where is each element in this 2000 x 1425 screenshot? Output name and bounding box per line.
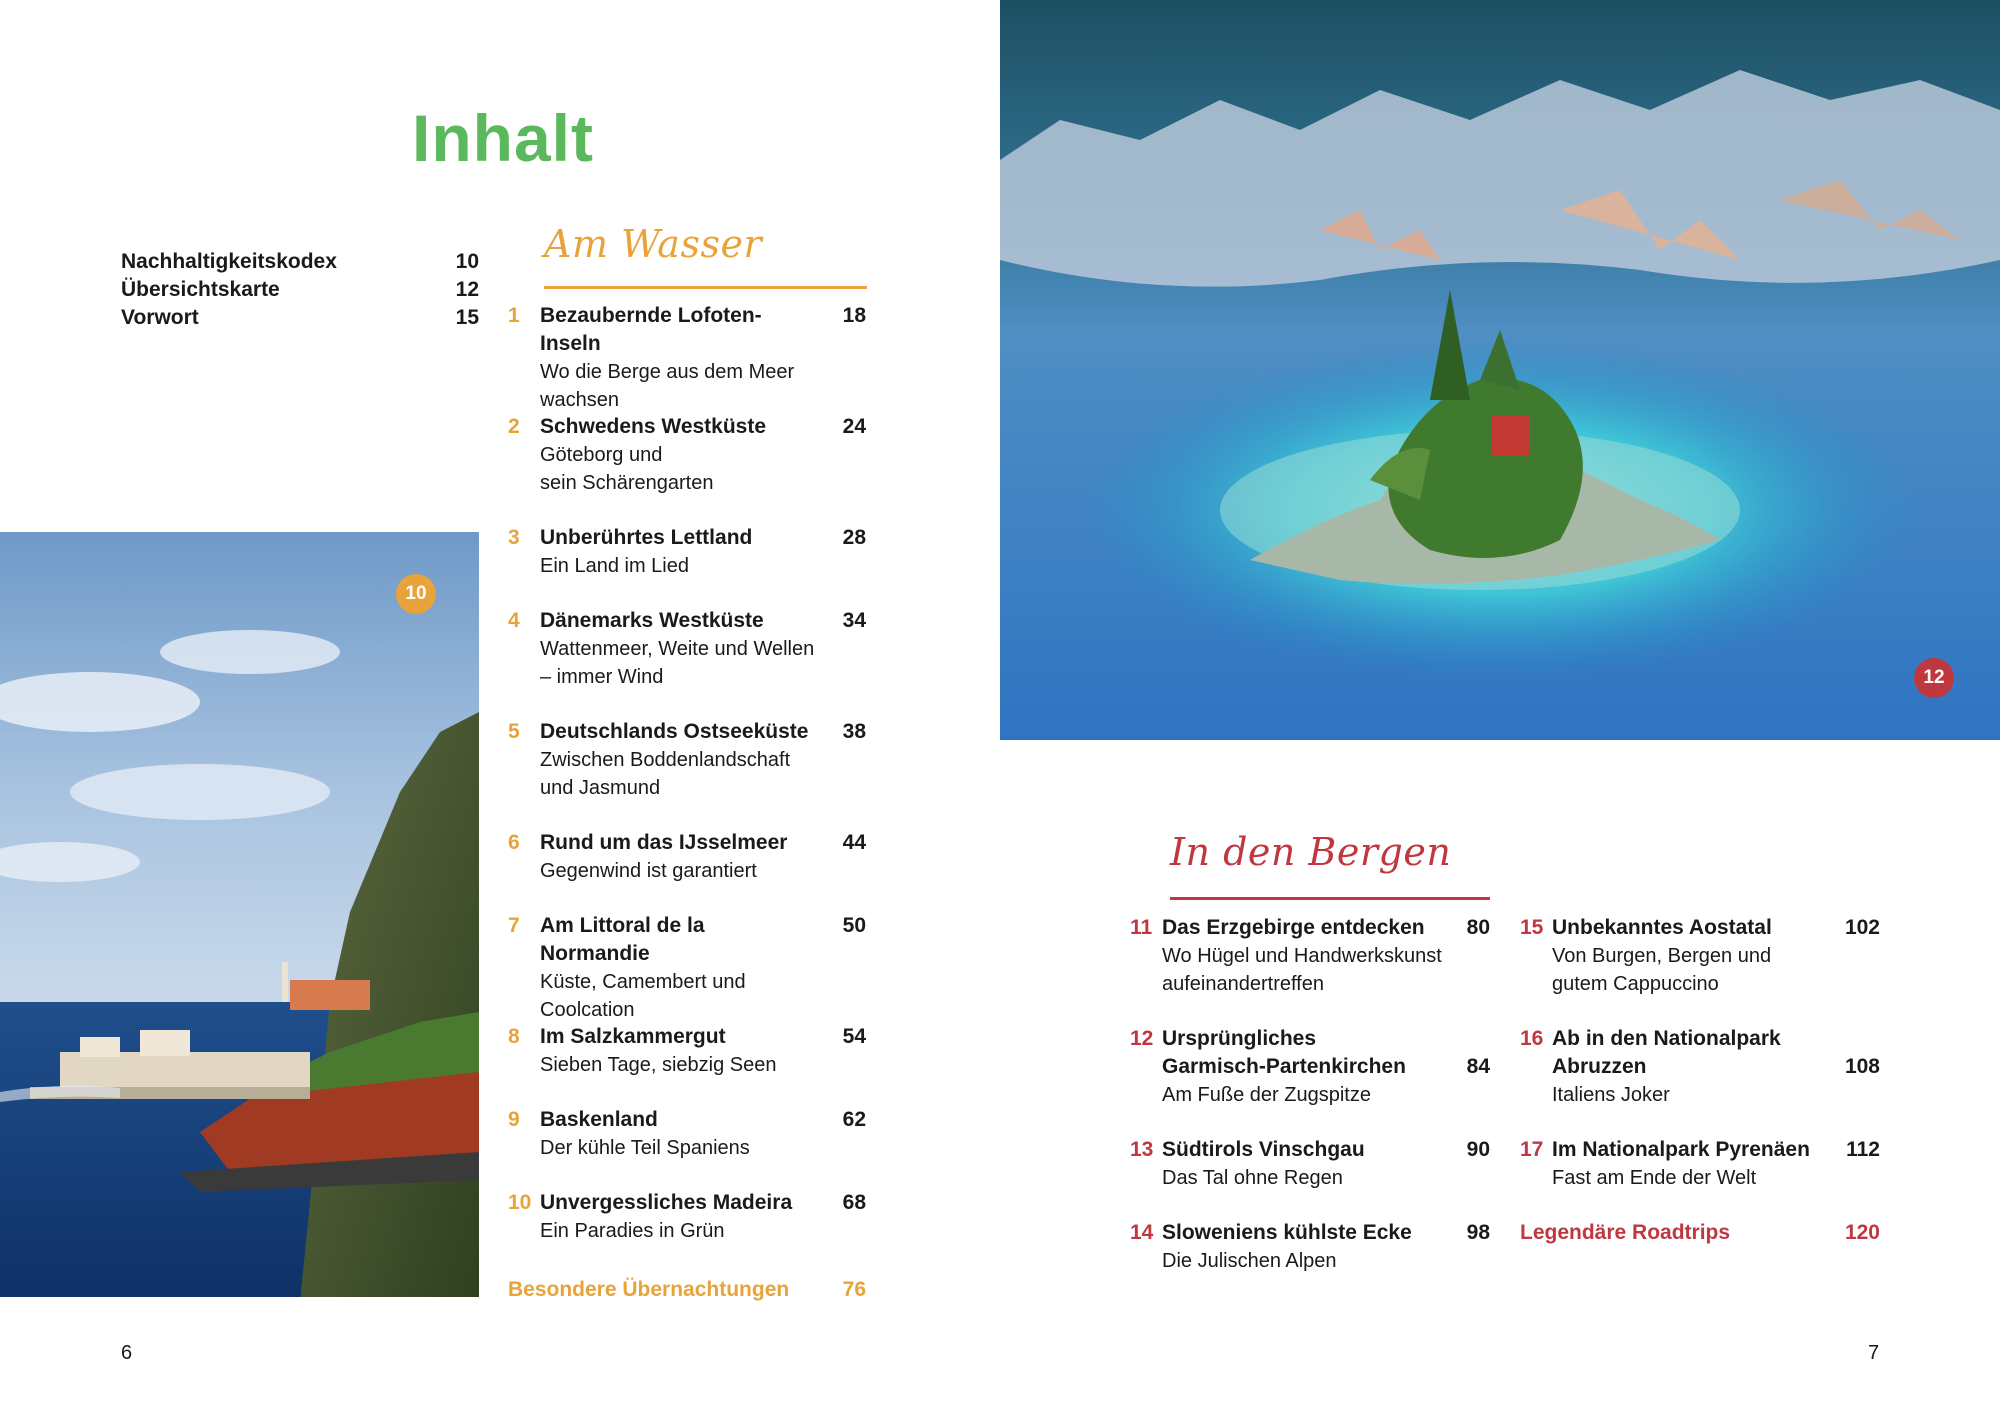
toc-entry[interactable] [1130, 1219, 1490, 1275]
entry-title: Unberührtes Lettland [540, 526, 753, 549]
toc-entry[interactable] [1130, 1025, 1490, 1109]
entry-title: Baskenland [540, 1108, 658, 1131]
entry-subtitle: Von Burgen, Bergen und [1552, 945, 1772, 967]
toc-entry[interactable] [508, 302, 866, 414]
front-matter-item[interactable] [121, 248, 479, 276]
section-heading-water: Am Wasser [544, 222, 763, 266]
front-matter-item[interactable] [121, 304, 479, 332]
toc-entry[interactable] [508, 1189, 866, 1245]
entry-subtitle: sein Schärengarten [540, 472, 714, 494]
entry-subtitle: aufeinandertreffen [1162, 973, 1324, 995]
entry-page: 44 [842, 831, 866, 854]
special-entry-page: 120 [1844, 1221, 1880, 1244]
entry-title: Südtirols Vinschgau [1162, 1138, 1365, 1161]
front-matter-item[interactable] [121, 276, 479, 304]
toc-entry[interactable] [508, 1023, 866, 1079]
entry-number: 8 [508, 1025, 520, 1048]
entry-subtitle: Ein Paradies in Grün [540, 1220, 725, 1242]
entry-subtitle: Coolcation [540, 999, 635, 1021]
entry-title: Schwedens Westküste [540, 415, 767, 438]
front-matter-label: Vorwort [121, 306, 199, 329]
toc-entry[interactable] [508, 607, 866, 691]
photo-number-badge: 10 [396, 574, 436, 614]
entry-subtitle: Sieben Tage, siebzig Seen [540, 1054, 777, 1076]
entry-page: 108 [1844, 1055, 1880, 1078]
toc-entry[interactable] [508, 912, 866, 1024]
entry-page: 54 [842, 1025, 866, 1048]
entry-number: 15 [1520, 916, 1544, 939]
entry-subtitle: – immer Wind [540, 666, 664, 688]
toc-entry[interactable] [1130, 1136, 1490, 1192]
front-matter-label: Nachhaltigkeitskodex [121, 250, 337, 273]
entry-title: Bezaubernde Lofoten-Inseln [540, 304, 762, 355]
entry-title: Im Salzkammergut [540, 1025, 726, 1048]
entry-number: 2 [508, 415, 520, 438]
right-page [1000, 0, 2000, 1425]
entry-number: 1 [508, 304, 520, 327]
entry-page: 34 [842, 609, 866, 632]
entry-title: Ab in den Nationalpark [1552, 1027, 1781, 1050]
entry-subtitle: Ein Land im Lied [540, 555, 689, 577]
entry-title: Im Nationalpark Pyrenäen [1552, 1138, 1810, 1161]
special-entry-label: Besondere Übernachtungen [508, 1278, 790, 1301]
entry-subtitle: Göteborg und [540, 444, 663, 466]
section-rule [1170, 897, 1490, 900]
entry-title: Dänemarks Westküste [540, 609, 764, 632]
entry-number: 5 [508, 720, 520, 743]
front-matter-page: 12 [455, 278, 479, 301]
entry-subtitle: Wo die Berge aus dem Meer [540, 361, 795, 383]
entry-number: 6 [508, 831, 520, 854]
photo-number-badge: 12 [1914, 658, 1954, 698]
entry-page: 62 [842, 1108, 866, 1131]
section-rule [544, 286, 867, 289]
front-matter-label: Übersichtskarte [121, 278, 280, 301]
special-entry-label: Legendäre Roadtrips [1520, 1221, 1731, 1244]
entry-number: 17 [1520, 1138, 1544, 1161]
entry-subtitle: Zwischen Boddenlandschaft [540, 749, 791, 771]
page-number-right: 7 [1868, 1342, 1880, 1364]
page-title: Inhalt [412, 101, 594, 175]
entry-number: 4 [508, 609, 520, 632]
entry-subtitle: Fast am Ende der Welt [1552, 1167, 1757, 1189]
entry-subtitle: wachsen [540, 389, 619, 411]
entry-title: Ursprüngliches [1162, 1027, 1317, 1050]
entry-page: 90 [1466, 1138, 1490, 1161]
toc-entry[interactable] [1520, 1136, 1880, 1192]
entry-number: 9 [508, 1108, 520, 1131]
special-entry-overnight[interactable] [508, 1276, 866, 1304]
entry-subtitle: Wo Hügel und Handwerkskunst [1162, 945, 1442, 967]
entry-subtitle: Das Tal ohne Regen [1162, 1167, 1343, 1189]
entry-subtitle: Der kühle Teil Spaniens [540, 1137, 750, 1159]
entry-title: Rund um das IJsselmeer [540, 831, 788, 854]
special-entry-page: 76 [842, 1278, 866, 1301]
toc-entry[interactable] [1520, 1025, 1880, 1109]
entry-page: 50 [842, 914, 866, 937]
toc-entry[interactable] [508, 829, 866, 885]
lake-island-photo [1000, 0, 2000, 740]
front-matter-list [121, 248, 479, 332]
entry-subtitle: und Jasmund [540, 777, 661, 799]
entry-page: 102 [1844, 916, 1880, 939]
section-heading-mountains: In den Bergen [1170, 830, 1452, 874]
entry-subtitle: Küste, Camembert und [540, 971, 746, 993]
entry-page: 112 [1846, 1138, 1880, 1161]
entry-number: 7 [508, 914, 520, 937]
entry-title-continued: Garmisch-Partenkirchen [1162, 1055, 1406, 1078]
toc-entry[interactable] [1130, 914, 1490, 998]
toc-entry[interactable] [508, 718, 866, 802]
special-entry-roadtrips[interactable] [1520, 1219, 1880, 1247]
entry-title: Am Littoral de la Normandie [540, 914, 705, 965]
entry-number: 10 [508, 1191, 532, 1214]
entry-title: Deutschlands Ostseeküste [540, 720, 809, 743]
entry-page: 18 [842, 304, 866, 327]
front-matter-page: 10 [455, 250, 479, 273]
entry-number: 11 [1130, 916, 1153, 939]
entry-number: 14 [1130, 1221, 1154, 1244]
entry-number: 3 [508, 526, 520, 549]
entry-page: 38 [842, 720, 866, 743]
entry-page: 84 [1466, 1055, 1490, 1078]
entry-title: Unbekanntes Aostatal [1552, 916, 1772, 939]
front-matter-page: 15 [455, 306, 479, 329]
madeira-coast-photo [0, 532, 479, 1297]
entry-page: 68 [842, 1191, 866, 1214]
toc-entry[interactable] [1520, 914, 1880, 998]
entry-subtitle: Gegenwind ist garantiert [540, 860, 757, 882]
entry-title: Unvergessliches Madeira [540, 1191, 793, 1214]
page-number-left: 6 [121, 1342, 133, 1364]
entry-page: 80 [1466, 916, 1490, 939]
entry-title-continued: Abruzzen [1552, 1055, 1647, 1078]
entry-subtitle: gutem Cappuccino [1552, 973, 1719, 995]
entry-subtitle: Italiens Joker [1552, 1084, 1670, 1106]
entry-title: Das Erzgebirge entdecken [1162, 916, 1425, 939]
entry-title: Sloweniens kühlste Ecke [1162, 1221, 1412, 1244]
entry-subtitle: Am Fuße der Zugspitze [1162, 1084, 1371, 1106]
entry-number: 16 [1520, 1027, 1544, 1050]
entry-page: 28 [842, 526, 866, 549]
entry-subtitle: Wattenmeer, Weite und Wellen [540, 638, 815, 660]
entry-number: 12 [1130, 1027, 1154, 1050]
entry-subtitle: Die Julischen Alpen [1162, 1250, 1337, 1272]
toc-entry[interactable] [508, 1106, 866, 1162]
entry-page: 98 [1466, 1221, 1490, 1244]
entry-number: 13 [1130, 1138, 1154, 1161]
entry-page: 24 [842, 415, 866, 438]
toc-entry[interactable] [508, 413, 866, 497]
toc-entry[interactable] [508, 524, 866, 580]
